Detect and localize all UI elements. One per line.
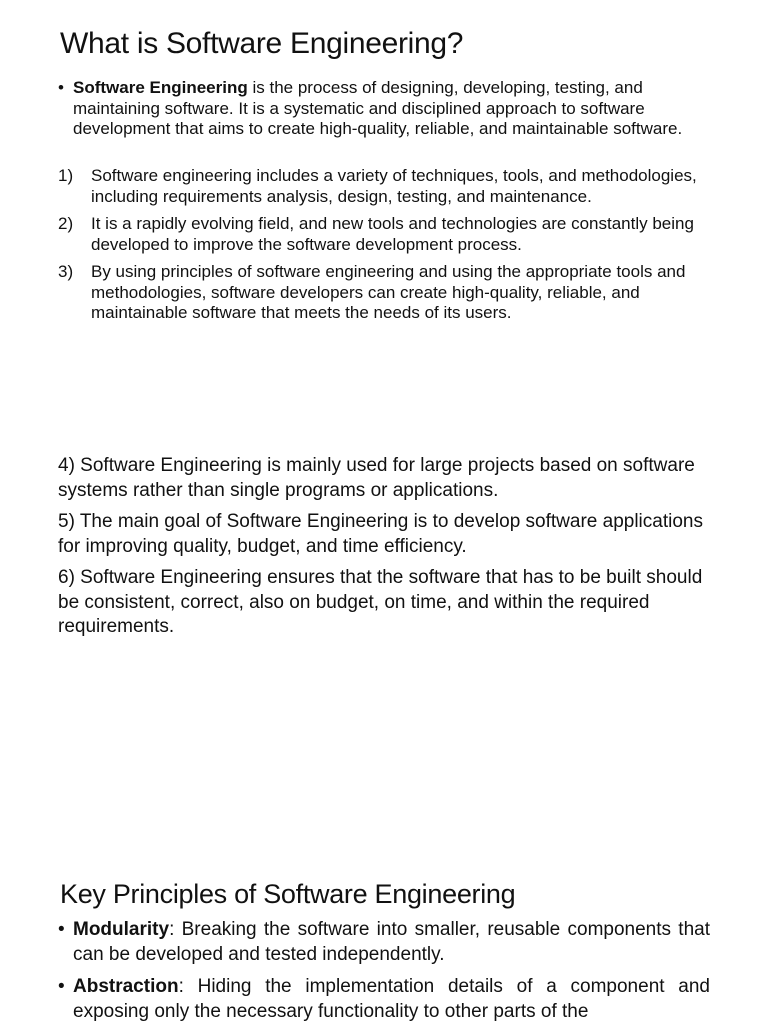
list-item-number: 2) bbox=[58, 214, 74, 233]
bullet-icon: • bbox=[58, 919, 65, 940]
principle-text: : Breaking the software into smaller, reusable components that can be developed and tested independently. bbox=[73, 919, 710, 965]
bullet-icon: • bbox=[58, 78, 64, 97]
intro-bullet bbox=[58, 78, 718, 140]
numbered-list bbox=[58, 166, 708, 331]
list-item-text: Software engineering includes a variety of techniques, tools, and methodologies, including requirements analysis, design, testing, and maintenance. bbox=[91, 166, 697, 206]
paragraph: 6) Software Engineering ensures that the software that has to be built should be consistent, correct, also on budget, on time, and within the required requirements. bbox=[58, 567, 703, 637]
paragraph: 5) The main goal of Software Engineering is to develop software applications for improving quality, budget, and time efficiency. bbox=[58, 511, 703, 557]
list-item-text: It is a rapidly evolving field, and new tools and technologies are constantly being developed to improve the software development process. bbox=[91, 214, 694, 254]
slide-title: What is Software Engineering? bbox=[60, 27, 464, 60]
list-item bbox=[58, 214, 708, 255]
principle-term: Abstraction bbox=[73, 976, 179, 997]
principle-term: Modularity bbox=[73, 919, 170, 940]
paragraph-block bbox=[58, 454, 718, 647]
principle-text: : Hiding the implementation details of a component and exposing only the necessary functionality to other parts of the bbox=[73, 976, 710, 1022]
intro-text: is the process of designing, developing, testing, and maintaining software. It is a systematic and disciplined approach to software development that aims to create high-quality, reliable, and maintainable software. bbox=[73, 78, 683, 138]
list-item-text: By using principles of software engineering and using the appropriate tools and methodologies, software developers can create high-quality, reliable, and maintainable software that meets the needs of its users. bbox=[91, 262, 686, 322]
list-item-number: 1) bbox=[58, 166, 74, 185]
principles-list bbox=[58, 918, 710, 1032]
slide-key-principles bbox=[0, 860, 768, 1024]
list-item-number: 3) bbox=[58, 262, 74, 281]
list-item bbox=[58, 262, 708, 324]
list-item bbox=[58, 918, 710, 967]
paragraph: 4) Software Engineering is mainly used for large projects based on software systems rather than single programs or applications. bbox=[58, 455, 695, 501]
bullet-icon: • bbox=[58, 976, 65, 997]
list-item bbox=[58, 166, 708, 207]
list-item bbox=[58, 975, 710, 1024]
slide-title: Key Principles of Software Engineering bbox=[60, 879, 516, 909]
intro-term: Software Engineering bbox=[73, 78, 248, 97]
